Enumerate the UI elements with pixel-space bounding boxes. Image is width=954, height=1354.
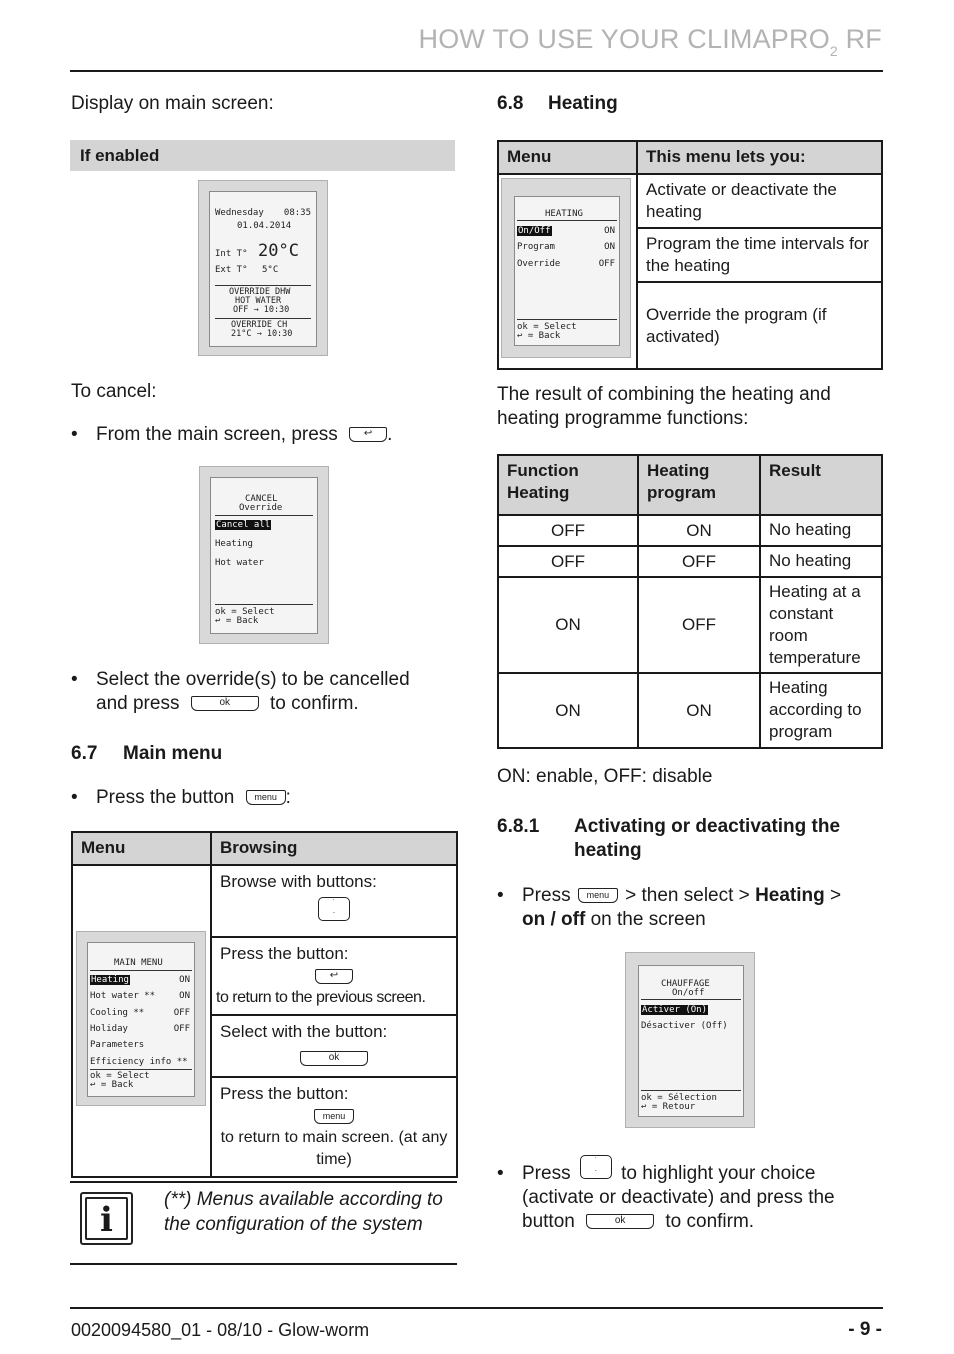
screen-cancel-all: Cancel all	[216, 520, 271, 530]
screen-date: 01.04.2014	[237, 221, 292, 231]
info-note-box	[70, 1181, 457, 1265]
back-button-icon: ↩	[349, 427, 387, 442]
table-cell: OFF	[498, 515, 638, 546]
screen-row-efficiency: Efficiency info **	[90, 1057, 188, 1067]
table-cell: OFF	[498, 546, 638, 577]
menu-text: Press the button:	[220, 1084, 349, 1103]
activate-row: Activate or deactivate the heating	[637, 174, 882, 228]
screen-onoff-title: On/off	[672, 988, 705, 998]
table-cell: Heating according to program	[760, 673, 882, 748]
menu-button-icon: menu	[578, 888, 618, 903]
device-heating-screen	[501, 178, 631, 358]
section-6-8-number: 6.8	[497, 93, 524, 114]
col-result-header: Result	[760, 455, 882, 515]
ok-button-icon: ok	[300, 1051, 368, 1066]
menu-button-icon: menu	[314, 1109, 354, 1124]
col-function-header: Function Heating	[498, 455, 638, 515]
device-chauffage-screen	[625, 952, 755, 1128]
screen-day: Wednesday	[215, 208, 264, 218]
screen-row-program-value: ON	[604, 242, 615, 252]
screen-int-value: 20°C	[258, 241, 299, 261]
screen-row-override-value: OFF	[598, 259, 615, 269]
select-row	[211, 1015, 457, 1077]
screen-override-title: Override	[239, 503, 283, 513]
screen-hw-until: OFF → 10:30	[233, 305, 290, 315]
screen-row-hot-water-value: ON	[179, 991, 190, 1001]
screen-row-cooling-value: OFF	[173, 1008, 190, 1018]
menu-row	[211, 1077, 457, 1177]
highlight-instruction: Press ˙ · to highlight your choice (activate or deactivate) and press the button ok to confirm.	[522, 1156, 835, 1232]
col-browsing-header: Browsing	[211, 832, 457, 865]
program-row: Program the time intervals for the heating	[637, 228, 882, 282]
screen-foot-retour: ↩ = Retour	[641, 1102, 696, 1112]
table-cell: ON	[638, 515, 760, 546]
screen-heating: Heating	[215, 539, 253, 549]
back-row	[211, 937, 457, 1015]
section-6-7-number: 6.7	[71, 743, 98, 764]
section-6-8-1-number: 6.8.1	[497, 816, 540, 837]
screen-int-label: Int T°	[215, 249, 248, 259]
press-button-instruction: Press the button menu :	[96, 787, 291, 808]
section-6-7-title: Main menu	[123, 743, 223, 764]
override-row: Override the program (if activated)	[637, 282, 882, 369]
screen-hot-water-item: Hot water	[215, 558, 264, 568]
screen-override-ch: OVERRIDE CH	[231, 320, 288, 330]
bullet-dot: •	[71, 787, 78, 808]
screen-row-cooling: Cooling **	[90, 1008, 145, 1018]
table-cell: OFF	[638, 577, 760, 673]
screen-cancel-title: CANCEL	[245, 494, 278, 504]
if-enabled-bar: If enabled	[70, 140, 455, 171]
table-cell: No heating	[760, 515, 882, 546]
table-cell: Heating at a constant room temperature	[760, 577, 882, 673]
select-instruction: Select the override(s) to be cancelled and press ok to confirm.	[96, 669, 410, 714]
menu-desc: to return to main screen. (at any time)	[220, 1129, 448, 1168]
screen-row-program: Program	[517, 242, 555, 252]
screen-ch-until: 21°C → 10:30	[231, 329, 293, 339]
device-cancel-screen	[199, 466, 329, 644]
to-cancel-label: To cancel:	[71, 381, 157, 402]
result-intro: The result of combining the heating and heating programme functions:	[497, 384, 831, 429]
on-off-legend: ON: enable, OFF: disable	[497, 766, 713, 787]
bullet-dot: •	[71, 424, 78, 445]
menu-button-icon: menu	[246, 790, 286, 805]
screen-foot-select: ok = Select	[90, 1071, 150, 1081]
col-program-header: Heating program	[638, 455, 760, 515]
back-text: Press the button:	[220, 944, 349, 963]
screen-override-dhw: OVERRIDE DHW	[229, 287, 291, 297]
screen-row-heating: Heating	[91, 975, 129, 985]
table-cell: OFF	[638, 546, 760, 577]
screen-time: 08:35	[283, 208, 311, 218]
screen-foot-selection: ok = Sélection	[641, 1093, 717, 1103]
screen-row-hot-water: Hot water **	[90, 991, 156, 1001]
screen-foot-back: ↩ = Back	[215, 616, 259, 626]
screen-heating-title: HEATING	[545, 209, 583, 219]
footer-rule	[70, 1307, 883, 1309]
bullet-dot: •	[497, 1163, 504, 1184]
screen-row-onoff: On/Off	[518, 226, 551, 236]
section-6-8-title: Heating	[548, 93, 618, 114]
header-title: HOW TO USE YOUR $CLIMAPRO_2$ RF	[418, 24, 882, 59]
table-cell: ON	[498, 673, 638, 748]
bullet-dot: •	[497, 885, 504, 906]
screen-foot-back: ↩ = Back	[517, 331, 561, 341]
result-table	[497, 454, 883, 749]
screen-ext-label: Ext T°	[215, 265, 248, 275]
screen-row-holiday: Holiday	[90, 1024, 128, 1034]
screen-desactiver: Désactiver (Off)	[641, 1021, 728, 1031]
screen-hot-water: HOT WATER	[235, 296, 282, 306]
display-label: Display on main screen:	[71, 93, 274, 114]
col-menu-header: Menu	[72, 832, 211, 865]
screen-ext-value: 5°C	[262, 265, 279, 275]
col-menu-header: Menu	[498, 141, 637, 174]
bullet-dot: •	[71, 669, 78, 690]
up-down-button-icon: ˙ ·	[580, 1155, 612, 1179]
device-main-menu-screen	[76, 931, 206, 1106]
table-cell: No heating	[760, 546, 882, 577]
table-cell: ON	[498, 577, 638, 673]
footer-doc-ref: 0020094580_01 - 08/10 - Glow-worm	[71, 1320, 370, 1340]
table-cell: ON	[638, 673, 760, 748]
header-rule	[70, 70, 883, 72]
info-note-text: (**) Menus available according to the configuration of the system	[164, 1189, 443, 1235]
screen-row-onoff-value: ON	[604, 226, 615, 236]
press-menu-instruction: Press menu > then select > Heating > on / off on the screen	[522, 885, 842, 930]
screen-activer: Activer (On)	[642, 1005, 708, 1015]
screen-row-holiday-value: OFF	[173, 1024, 190, 1034]
up-down-button-icon: ˙ ·	[318, 897, 350, 921]
screen-main-menu-title: MAIN MENU	[114, 958, 163, 968]
col-lets-header: This menu lets you:	[637, 141, 882, 174]
screen-foot-select: ok = Select	[215, 607, 275, 617]
screen-chauffage-title: CHAUFFAGE	[661, 979, 710, 989]
screen-foot-select: ok = Select	[517, 322, 577, 332]
browse-text: Browse with buttons:	[220, 872, 377, 891]
info-icon: i	[80, 1192, 133, 1245]
cancel-instruction: From the main screen, press ↩ .	[96, 424, 393, 445]
select-text: Select with the button:	[220, 1022, 388, 1041]
device-main-screen	[198, 180, 328, 356]
screen-row-override: Override	[517, 259, 561, 269]
screen-row-parameters: Parameters	[90, 1040, 145, 1050]
page-number: - 9 -	[848, 1319, 882, 1340]
screen-foot-back: ↩ = Back	[90, 1080, 134, 1090]
section-6-8-1-title: Activating or deactivating the heating	[574, 816, 841, 861]
ok-button-icon: ok	[191, 696, 259, 711]
ok-button-icon: ok	[586, 1214, 654, 1229]
screen-row-heating-value: ON	[179, 975, 190, 985]
browse-row	[211, 865, 457, 937]
back-desc: to return to the previous screen.	[216, 989, 426, 1006]
back-button-icon: ↩	[315, 969, 353, 984]
